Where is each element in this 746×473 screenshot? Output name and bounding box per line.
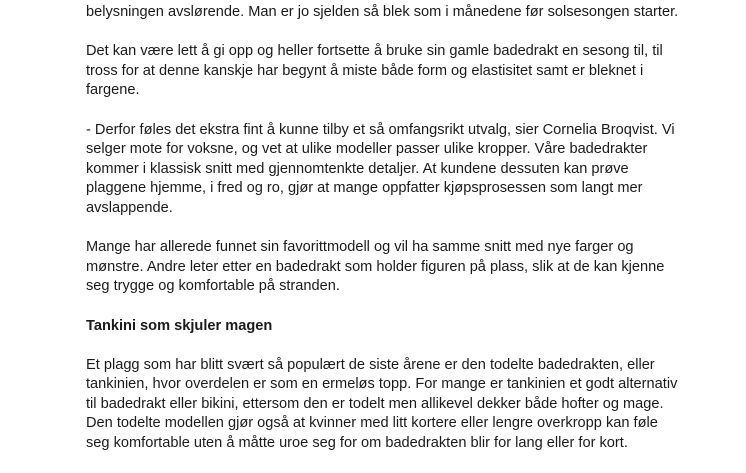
text-line: fargene.	[86, 82, 140, 99]
text-line: kommer i klassisk snitt med gjennomtenkte detaljer. At kundene dessuten kan prøve	[86, 160, 629, 177]
paragraph-5	[86, 356, 726, 454]
paragraph-3	[86, 121, 726, 219]
text-line: tankinien, hvor overdelen er som en ermeløs topp. For mange er tankinien et godt alternativ	[86, 376, 678, 393]
text-line: Mange har allerede funnet sin favorittmodell og vil ha samme snitt med nye farger og	[86, 239, 634, 256]
document-body	[86, 3, 726, 473]
text-line: avslappende.	[86, 199, 173, 216]
paragraph-4	[86, 238, 726, 297]
text-line: mønstre. Andre leter etter en badedrakt som holder figuren på plass, slik at de kan kjenne	[86, 258, 665, 275]
text-line: plaggene hjemme, i fred og ro, gjør at mange oppfatter kjøpsprosessen som langt mer	[86, 180, 643, 197]
text-line: selger mote for voksne, og vet at ulike modeller passer ulike kropper. Våre badedrakter	[86, 141, 648, 158]
text-line: Den todelte modellen gjør også at kvinner med litt kortere eller lengre overkropp kan føle	[86, 415, 658, 432]
text-line: belysningen avslørende. Man er jo sjelden så blek som i månedene før solsesongen starter.	[86, 4, 679, 20]
text-line: Det kan være lett å gi opp og heller fortsette å bruke sin gamle badedrakt en sesong til, til	[86, 43, 663, 60]
text-line: Et plagg som har blitt svært så populært de siste årene er den todelte badedrakten, eller	[86, 356, 655, 373]
section-heading: Tankini som skjuler magen	[86, 317, 273, 334]
text-line: tross for at denne kanskje har begynt å miste både form og elastisitet samt er bleknet i	[86, 62, 644, 79]
paragraph-2	[86, 42, 726, 101]
text-line: seg komfortable uten å måtte uroe seg for om badedrakten blir for lang eller for kort.	[86, 435, 628, 452]
text-line: seg trygge og komfortable på stranden.	[86, 278, 340, 295]
text-line: til badedrakt eller bikini, ettersom den er todelt men allikevel dekker både hofter og mage.	[86, 395, 664, 412]
paragraph-1	[86, 3, 726, 23]
text-line: - Derfor føles det ekstra fint å kunne tilby et så omfangsrikt utvalg, sier Cornelia Broqvist. Vi	[86, 121, 675, 138]
